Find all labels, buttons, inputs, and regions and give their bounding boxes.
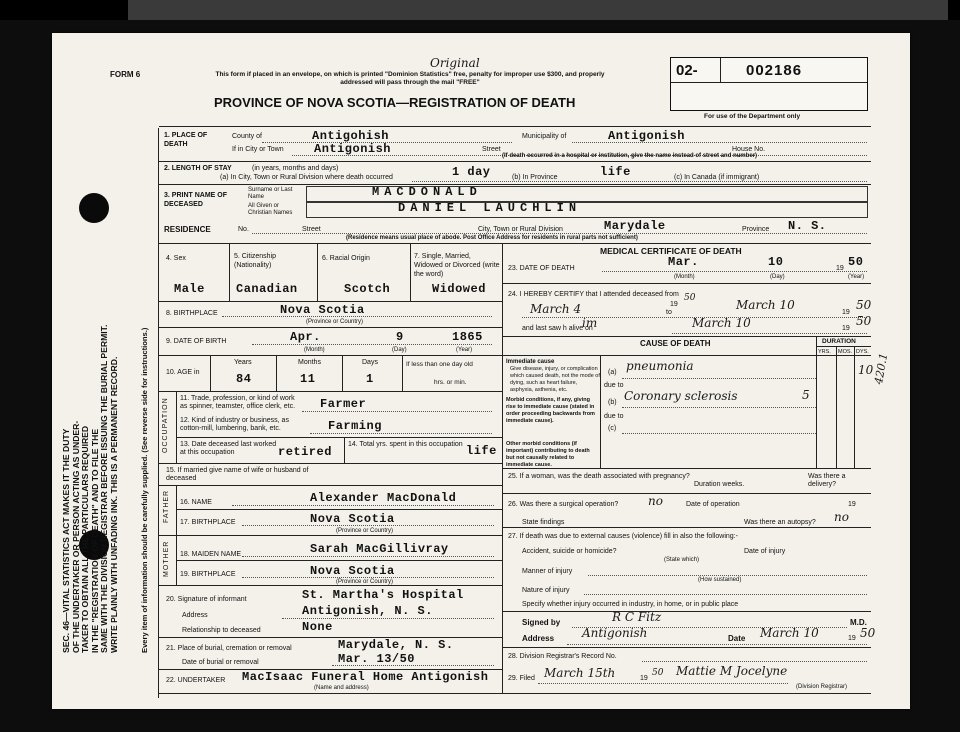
label-accident: Accident, suicide or homicide? [522, 548, 617, 555]
row-divider [159, 327, 502, 328]
signed-by-value: R C Fitz [612, 610, 662, 624]
father-vertical-label: FATHER [163, 489, 170, 523]
label-yr19: 19 [836, 265, 844, 272]
prov-country-note: (Province or Country) [306, 319, 364, 325]
label-res-street: Street [302, 226, 321, 233]
cell-divider [317, 243, 318, 301]
autopsy-value: no [834, 510, 849, 524]
label-state-which: (State which) [664, 557, 700, 563]
scan-strip [128, 0, 948, 20]
label-length-of-stay: 2. LENGTH OF STAY [164, 165, 232, 172]
surgical-value: no [648, 494, 663, 508]
mother-prov-note: (Province or Country) [336, 579, 394, 585]
form-title: PROVINCE OF NOVA SCOTIA—REGISTRATION OF DEATH [214, 95, 576, 110]
label-filed-yr19: 19 [640, 675, 648, 682]
label-burial: 21. Place of burial, cremation or removal [166, 645, 292, 652]
label-certify: 24. I HEREBY CERTIFY that I attended deceased from [508, 291, 679, 298]
label-racial: 6. Racial Origin [322, 255, 370, 262]
row-divider [502, 647, 871, 648]
label-date-op: Date of operation [686, 501, 740, 508]
label-res-no: No. [238, 226, 249, 233]
label-a: (a) [608, 369, 617, 376]
cell-divider [176, 391, 177, 463]
mother-vertical-label: MOTHER [163, 540, 170, 577]
rule [242, 556, 494, 557]
label-from-yr19: 19 [670, 301, 678, 308]
cell-divider [410, 243, 411, 301]
rule [412, 181, 867, 182]
box-divider [720, 58, 721, 82]
cause-a-days: 10 [858, 363, 874, 377]
marital-value: Widowed [432, 282, 486, 296]
label-surname: Surname or Last Name [248, 187, 293, 200]
label-citizenship: 5. Citizenship (Nationality) [234, 253, 277, 269]
side-law-line: SAME WITH THE DIVISION REGISTRAR BEFORE ISSUING THE BURIAL PERMIT. [99, 324, 109, 653]
row-divider [159, 535, 502, 536]
occ13-value: retired [278, 445, 332, 459]
row-divider [176, 560, 502, 561]
label-res-city: City, Town or Rural Division [478, 226, 563, 233]
cause-a: pneumonia [626, 359, 694, 373]
rule [538, 683, 788, 684]
label-month: (Month) [304, 347, 325, 353]
label-filed: 29. Filed [508, 675, 535, 682]
res-city-value: Marydale [604, 219, 666, 233]
cause-divider [600, 355, 601, 468]
label-date-injury: Date of injury [744, 548, 786, 555]
citizenship-value: Canadian [236, 282, 298, 296]
label-specify: Specify whether injury occurred in industry, in home, or in public place [522, 601, 739, 608]
father-name-value: Alexander MacDonald [310, 491, 457, 505]
city-value: Antigonish [314, 142, 392, 156]
label-to-yr19: 19 [842, 309, 850, 316]
label-occ12: 12. Kind of industry or business, as cotton-mill, lumbering, bank, etc. [180, 417, 289, 432]
side-border [158, 128, 159, 698]
label-external: 27. If death was due to external causes (violence) fill in also the following:- [508, 533, 738, 540]
cell-divider [210, 355, 211, 391]
side-note: Every item of information should be carefully supplied. (See reverse side for instructions.) [140, 327, 149, 653]
label-dys: DYS. [856, 349, 869, 355]
birthplace-value: Nova Scotia [280, 303, 365, 317]
label-to: to [666, 309, 672, 316]
side-law-line: IN THE "REGISTRATION OF DEATH" AND TO FILE THE [89, 428, 100, 653]
cause-b-duration: 5 [802, 388, 810, 402]
burial-place-value: Marydale, N. S. [338, 638, 454, 652]
row-divider [176, 437, 502, 438]
label-due-to-2: due to [604, 413, 624, 420]
side-law-line: WRITE PLAINLY WITH UNFADING INK. THIS IS A PERMANENT RECORD. [108, 356, 119, 653]
form-number: FORM 6 [110, 70, 141, 79]
label-div-registrar: (Division Registrar) [796, 684, 848, 690]
label-house-no: House No. [732, 146, 766, 153]
label-b: (b) [608, 399, 617, 406]
rule [282, 618, 494, 619]
row-divider [502, 355, 871, 356]
institution-note: (If death occurred in a hospital or institution, give the name instead of street and number) [502, 153, 758, 159]
last-saw-date: March 10 [692, 316, 751, 330]
rule [642, 661, 867, 662]
label-address: Address [522, 634, 555, 643]
attended-to-year: 50 [856, 298, 872, 312]
box-divider [671, 82, 867, 83]
label-delivery: Was there a delivery? [808, 473, 846, 488]
row-divider [502, 493, 871, 494]
last-saw-h: im [582, 316, 598, 330]
frame [159, 693, 871, 694]
dob-year: 1865 [452, 330, 483, 344]
label-year: (Year) [456, 347, 473, 353]
cell-divider [344, 437, 345, 463]
label-mother-bp: 19. BIRTHPLACE [180, 571, 236, 578]
rule [252, 344, 492, 345]
label-municipality: Municipality of [522, 133, 567, 140]
label-days: Days [362, 359, 378, 366]
father-bp-value: Nova Scotia [310, 512, 395, 526]
rule [222, 316, 492, 317]
label-death-year: (Year) [848, 274, 865, 280]
residence-note: (Residence means usual place of abode. Post Office Address for residents in rural parts not sufficient) [346, 235, 638, 241]
age-days: 1 [366, 372, 374, 386]
label-mos: MOS. [838, 349, 853, 355]
label-undertaker: 22. UNDERTAKER [166, 677, 226, 684]
label-woman: 25. If a woman, was the death associated with pregnancy? [508, 473, 690, 480]
margin-code: 420.1 [872, 351, 891, 386]
label-md: M.D. [850, 618, 867, 627]
res-province-value: N. S. [788, 219, 827, 233]
duration-heading: DURATION [822, 338, 856, 345]
label-death-month: (Month) [674, 274, 695, 280]
occ11-value: Farmer [320, 397, 367, 411]
label-relationship: Relationship to deceased [182, 627, 261, 634]
duration-divider [854, 347, 855, 468]
frame [159, 243, 871, 244]
label-death-day: (Day) [770, 274, 785, 280]
father-prov-note: (Province or Country) [336, 528, 394, 534]
informant-value: St. Martha's Hospital [302, 588, 464, 602]
cell-divider [342, 355, 343, 391]
filed-year: 50 [652, 668, 664, 678]
label-if-city: If in City or Town [232, 146, 284, 153]
label-marital: 7. Single, Married, Widowed or Divorced (write the word) [414, 253, 500, 278]
rule [672, 333, 867, 334]
immediate-note: Give disease, injury, or complication which caused death, not the mode of dying, such as heart failure, asphyxia, asthenia, etc. [510, 366, 600, 393]
death-year: 50 [848, 255, 864, 269]
rule [622, 433, 816, 434]
label-stay-c: (c) In Canada (if immigrant) [674, 174, 760, 181]
informant-address-value: Antigonish, N. S. [302, 604, 433, 618]
label-mother-maiden: 18. MAIDEN NAME [180, 551, 242, 558]
med-cert-heading: MEDICAL CERTIFICATE OF DEATH [600, 246, 742, 256]
occ12-value: Farming [328, 419, 382, 433]
label-occ14: 14. Total yrs. spent in this occupation [348, 441, 463, 448]
attended-from-year: 50 [684, 293, 696, 303]
rule [572, 142, 867, 143]
signed-date: March 10 [760, 626, 819, 640]
death-month: Mar. [668, 255, 699, 269]
label-res-province: Province [742, 226, 770, 233]
label-signed-by: Signed by [522, 618, 561, 627]
label-years: Years [234, 359, 252, 366]
label-burial-date: Date of burial or removal [182, 659, 259, 666]
registrar-signature: Mattie M Jocelyne [676, 664, 788, 678]
label-less-than-day: If less than one day old [406, 361, 473, 368]
signed-year: 50 [860, 626, 876, 640]
duration-divider [836, 347, 837, 468]
row-divider [159, 184, 871, 185]
rule [622, 378, 816, 379]
death-day: 10 [768, 255, 784, 269]
stay-a-value: 1 day [452, 165, 491, 179]
row-divider [159, 161, 871, 162]
attended-from: March 4 [530, 302, 582, 316]
cell-divider [402, 355, 403, 391]
surname-value: MACDONALD [372, 185, 482, 199]
label-c: (c) [608, 425, 617, 432]
row-divider [176, 509, 502, 510]
punch-hole [79, 193, 109, 223]
row-divider [502, 468, 871, 469]
label-autopsy: Was there an autopsy? [744, 519, 816, 526]
label-stay-a: (a) In City, Town or Rural Division where death occurred [220, 174, 393, 181]
undertaker-name-address-note: (Name and address) [314, 685, 369, 691]
label-months: Months [298, 359, 321, 366]
label-residence: RESIDENCE [164, 225, 211, 234]
row-divider [159, 391, 502, 392]
label-duration-weeks: Duration weeks. [694, 481, 745, 488]
label-manner: Manner of injury [522, 568, 573, 575]
label-stay-b: (b) In Province [512, 174, 558, 181]
cell-divider [229, 243, 230, 301]
label-nature: Nature of injury [522, 587, 570, 594]
rule [332, 665, 494, 666]
dob-month: Apr. [290, 330, 321, 344]
age-months: 11 [300, 372, 316, 386]
municipality-value: Antigonish [608, 129, 686, 143]
row-divider [159, 463, 502, 464]
rule [302, 411, 492, 412]
rule [567, 644, 867, 645]
label-day: (Day) [392, 347, 407, 353]
county-value: Antigohish [312, 129, 390, 143]
label-father-name: 16. NAME [180, 499, 212, 506]
row-divider [159, 585, 502, 586]
label-surgical: 26. Was there a surgical operation? [508, 501, 619, 508]
address-value: Antigonish [582, 626, 648, 640]
label-date-of-death: 23. DATE OF DEATH [508, 265, 575, 272]
label-occ13: 13. Date deceased last worked at this occupation [180, 441, 277, 456]
rule [622, 407, 816, 408]
burial-date-value: Mar. 13/50 [338, 652, 416, 666]
label-other-morbid: Other morbid conditions (if important) contributing to death but not causally related to immediate cause. [506, 441, 590, 468]
cell-divider [276, 355, 277, 391]
label-yrs: YRS. [818, 349, 831, 355]
label-immediate: Immediate cause [506, 359, 555, 365]
label-last-saw: and last saw h alive on [522, 325, 593, 332]
label-street: Street [482, 146, 501, 153]
rule [310, 433, 492, 434]
filed-date: March 15th [544, 666, 616, 680]
original-stamp: Original [430, 56, 480, 70]
age-years: 84 [236, 372, 252, 386]
label-morbid: Morbid conditions, if any, giving rise to immediate cause (stated in order proceeding backwards from immediate cause). [506, 397, 595, 424]
label-due-to-1: due to [604, 382, 624, 389]
label-father-bp: 17. BIRTHPLACE [180, 519, 236, 526]
label-print-name: 3. PRINT NAME OF DECEASED [164, 192, 228, 208]
given-names-value: DANIEL LAUCHLIN [398, 201, 582, 215]
cause-of-death-heading: CAUSE OF DEATH [640, 339, 711, 348]
row-divider [502, 611, 871, 612]
label-county: County of [232, 133, 262, 140]
label-informant: 20. Signature of informant [166, 596, 247, 603]
attended-to: March 10 [736, 298, 795, 312]
occ14-value: life [466, 444, 497, 458]
frame [159, 126, 871, 127]
label-div-reg: 28. Division Registrar's Record No. [508, 653, 617, 660]
rule [232, 505, 494, 506]
label-dob: 9. DATE OF BIRTH [166, 338, 227, 345]
label-place-of-death: 1. PLACE OF DEATH [164, 132, 208, 148]
reg-prefix: 02- [676, 62, 698, 79]
sex-value: Male [174, 282, 205, 296]
rule [242, 525, 494, 526]
label-informant-address: Address [182, 612, 208, 619]
row-divider [502, 527, 871, 528]
side-law-line: TAKER TO OBTAIN ALL THE PARTICULARS REQUIRED [80, 425, 90, 653]
label-hrs-min: hrs. or min. [434, 379, 467, 386]
death-certificate [52, 33, 910, 709]
label-spouse: 15. If married give name of wife or husband of deceased [166, 467, 309, 482]
label-date: Date [728, 634, 746, 643]
label-sex: 4. Sex [166, 255, 186, 262]
row-divider [159, 485, 502, 486]
relationship-value: None [302, 620, 333, 634]
label-saw-yr19: 19 [842, 325, 850, 332]
label-signed-yr19: 19 [848, 635, 856, 642]
last-saw-year: 50 [856, 314, 872, 328]
mother-bp-value: Nova Scotia [310, 564, 395, 578]
row-divider [816, 346, 871, 347]
cause-b: Coronary sclerosis [624, 389, 738, 403]
label-birthplace: 8. BIRTHPLACE [166, 310, 218, 317]
rule [602, 271, 867, 272]
reg-number: 002186 [746, 62, 803, 79]
side-law-text [62, 325, 119, 653]
row-divider [502, 283, 871, 284]
rule [584, 594, 867, 595]
stay-b-value: life [600, 165, 631, 179]
side-law-line: SEC. 46—VITAL STATISTICS ACT MAKES IT THE DUTY [61, 428, 71, 653]
label-occ11: 11. Trade, profession, or kind of work as spinner, teamster, office clerk, etc. [180, 395, 296, 410]
racial-value: Scotch [344, 282, 391, 296]
side-law-line: OF THE UNDERTAKER OR PERSON ACTING AS UNDER- [70, 420, 81, 653]
label-age: 10. AGE in [166, 369, 200, 376]
undertaker-value: MacIsaac Funeral Home Antigonish [242, 670, 489, 684]
label-op-yr19: 19 [848, 501, 856, 508]
row-divider [159, 301, 502, 302]
name-grid [306, 202, 868, 218]
dept-use-note: For use of the Department only [704, 113, 801, 120]
dob-day: 9 [396, 330, 404, 344]
label-state-findings: State findings [522, 519, 565, 526]
label-given: All Given or Christian Names [248, 203, 293, 216]
mail-notice: This form if placed in an envelope, on which is printed "Dominion Statistics" free, penalty for improper use $300, and properly addressed will pass through the mail "FREE" [215, 71, 605, 86]
mother-maiden-value: Sarah MacGillivray [310, 542, 449, 556]
label-how-sustained: (How sustained) [698, 577, 742, 583]
label-stay-sub: (in years, months and days) [252, 165, 339, 172]
occupation-vertical-label: OCCUPATION [162, 397, 169, 453]
